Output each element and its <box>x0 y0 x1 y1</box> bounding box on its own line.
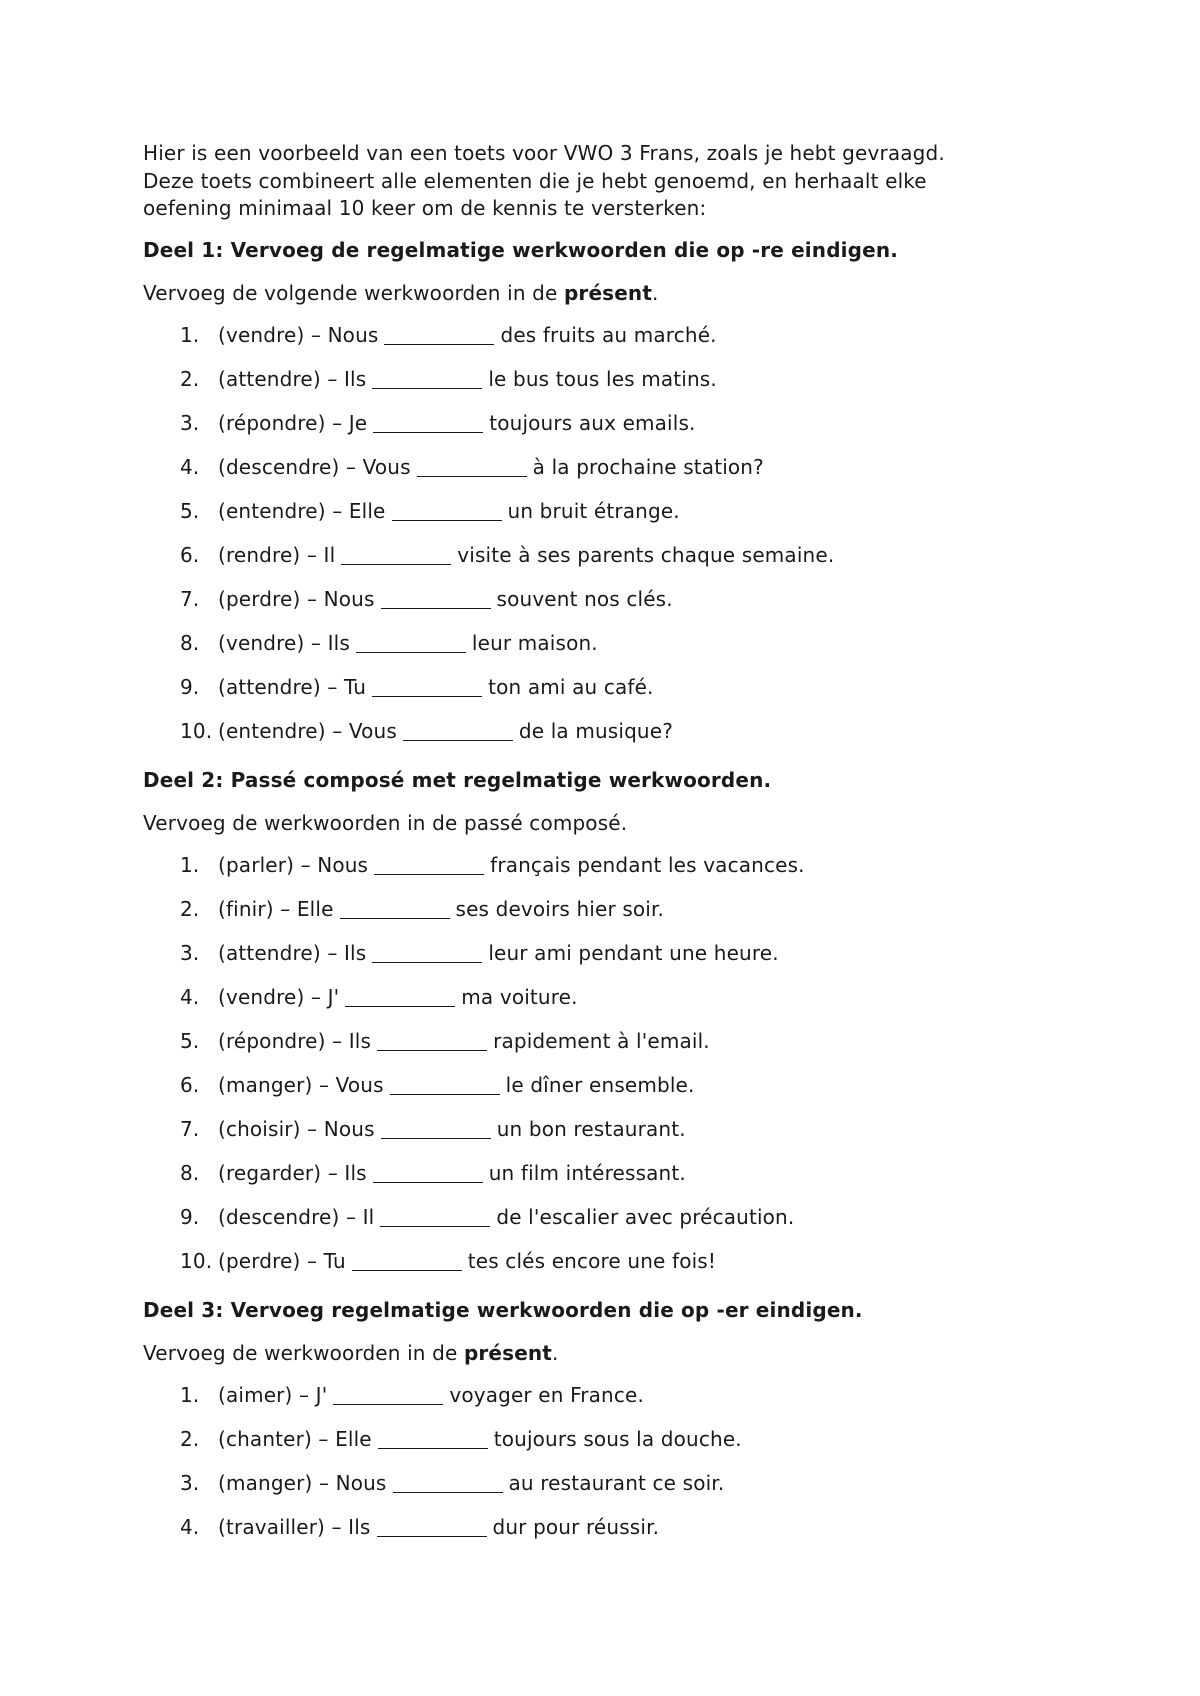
item-number: 3. <box>180 410 200 435</box>
instruction-tense: présent <box>463 1340 553 1365</box>
exercise-item <box>143 1373 1083 1417</box>
item-sentence-rest: un bon restaurant. <box>496 1116 686 1141</box>
item-prompt: (manger) – Vous <box>218 1072 384 1097</box>
item-prompt: (vendre) – Nous <box>218 322 379 347</box>
item-sentence-rest: ton ami au café. <box>488 674 654 699</box>
answer-blank[interactable] <box>372 674 482 697</box>
item-sentence-rest: le dîner ensemble. <box>505 1072 695 1097</box>
item-sentence-rest: au restaurant ce soir. <box>508 1470 725 1495</box>
answer-blank[interactable] <box>373 410 483 433</box>
item-prompt: (aimer) – J' <box>218 1382 328 1407</box>
item-sentence-rest: de la musique? <box>518 718 673 743</box>
item-sentence-rest: un bruit étrange. <box>507 498 680 523</box>
item-number: 1. <box>180 852 200 877</box>
exercise-item <box>143 533 1083 577</box>
answer-blank[interactable] <box>377 1514 487 1537</box>
instruction-text: Vervoeg de volgende werkwoorden in de <box>143 280 564 305</box>
intro-line: oefening minimaal 10 keer om de kennis te versterken: <box>143 196 707 220</box>
exercise-list <box>143 843 1083 1283</box>
item-prompt: (travailler) – Ils <box>218 1514 371 1539</box>
item-prompt: (répondre) – Je <box>218 410 368 435</box>
answer-blank[interactable] <box>390 1072 500 1095</box>
exercise-section <box>143 236 1083 753</box>
section-instruction <box>143 279 1083 307</box>
item-prompt: (manger) – Nous <box>218 1470 387 1495</box>
exercise-item <box>143 357 1083 401</box>
exercise-list <box>143 313 1083 753</box>
answer-blank[interactable] <box>356 630 466 653</box>
item-prompt: (vendre) – J' <box>218 984 340 1009</box>
intro-line: Deze toets combineert alle elementen die je hebt genoemd, en herhaalt elke <box>143 168 927 193</box>
section-instruction <box>143 1339 1083 1367</box>
item-sentence-rest: tes clés encore une fois! <box>467 1248 717 1273</box>
item-prompt: (descendre) – Il <box>218 1204 375 1229</box>
item-number: 4. <box>180 454 200 479</box>
item-sentence-rest: visite à ses parents chaque semaine. <box>457 542 835 567</box>
item-number: 5. <box>180 498 200 523</box>
answer-blank[interactable] <box>378 1426 488 1449</box>
answer-blank[interactable] <box>392 498 502 521</box>
item-prompt: (entendre) – Elle <box>218 498 386 523</box>
answer-blank[interactable] <box>341 542 451 565</box>
exercise-item <box>143 1461 1083 1505</box>
answer-blank[interactable] <box>381 586 491 609</box>
item-prompt: (regarder) – Ils <box>218 1160 367 1185</box>
exercise-item <box>143 577 1083 621</box>
item-sentence-rest: un film intéressant. <box>488 1160 686 1185</box>
answer-blank[interactable] <box>393 1470 503 1493</box>
exercise-item <box>143 1239 1083 1283</box>
item-prompt: (perdre) – Nous <box>218 586 375 611</box>
item-number: 6. <box>180 1072 200 1097</box>
item-prompt: (répondre) – Ils <box>218 1028 372 1053</box>
answer-blank[interactable] <box>381 1116 491 1139</box>
answer-blank[interactable] <box>380 1204 490 1227</box>
exercise-item <box>143 621 1083 665</box>
intro-paragraph <box>143 140 1083 223</box>
item-number: 2. <box>180 1426 200 1451</box>
exercise-item <box>143 401 1083 445</box>
answer-blank[interactable] <box>403 718 513 741</box>
instruction-text: Vervoeg de werkwoorden in de passé composé. <box>143 810 628 835</box>
item-number: 4. <box>180 984 200 1009</box>
item-sentence-rest: ses devoirs hier soir. <box>455 896 665 921</box>
item-prompt: (parler) – Nous <box>218 852 369 877</box>
exercise-item <box>143 445 1083 489</box>
item-sentence-rest: à la prochaine station? <box>532 454 764 479</box>
document-page <box>143 140 1083 1549</box>
exercise-item <box>143 931 1083 975</box>
answer-blank[interactable] <box>372 940 482 963</box>
exercise-item <box>143 887 1083 931</box>
section-instruction <box>143 809 1083 837</box>
item-sentence-rest: le bus tous les matins. <box>488 366 717 391</box>
item-number: 3. <box>180 1470 200 1495</box>
item-prompt: (entendre) – Vous <box>218 718 397 743</box>
answer-blank[interactable] <box>384 322 494 345</box>
item-sentence-rest: français pendant les vacances. <box>490 852 805 877</box>
exercise-item <box>143 313 1083 357</box>
item-prompt: (attendre) – Ils <box>218 940 367 965</box>
exercise-item <box>143 843 1083 887</box>
item-sentence-rest: toujours aux emails. <box>489 410 696 435</box>
item-sentence-rest: toujours sous la douche. <box>493 1426 742 1451</box>
item-number: 6. <box>180 542 200 567</box>
item-sentence-rest: ma voiture. <box>461 984 578 1009</box>
exercise-item <box>143 1151 1083 1195</box>
item-prompt: (rendre) – Il <box>218 542 336 567</box>
item-number: 5. <box>180 1028 200 1053</box>
item-sentence-rest: rapidement à l'email. <box>493 1028 710 1053</box>
item-number: 1. <box>180 1382 200 1407</box>
item-number: 3. <box>180 940 200 965</box>
item-number: 10. <box>180 718 213 743</box>
section-heading: Deel 1: Vervoeg de regelmatige werkwoorden die op -re eindigen. <box>143 237 898 262</box>
item-number: 9. <box>180 1204 200 1229</box>
item-sentence-rest: des fruits au marché. <box>500 322 717 347</box>
item-number: 7. <box>180 1116 200 1141</box>
item-number: 1. <box>180 322 200 347</box>
exercise-item <box>143 1195 1083 1239</box>
answer-blank[interactable] <box>373 1160 483 1183</box>
intro-line: Hier is een voorbeeld van een toets voor VWO 3 Frans, zoals je hebt gevraagd. <box>143 141 945 165</box>
item-prompt: (vendre) – Ils <box>218 630 350 655</box>
item-number: 9. <box>180 674 200 699</box>
exercise-item <box>143 1505 1083 1549</box>
answer-blank[interactable] <box>352 1248 462 1271</box>
exercise-item <box>143 1107 1083 1151</box>
item-prompt: (attendre) – Ils <box>218 366 367 391</box>
item-prompt: (chanter) – Elle <box>218 1426 372 1451</box>
item-sentence-rest: dur pour réussir. <box>492 1514 660 1539</box>
item-number: 8. <box>180 630 200 655</box>
item-sentence-rest: leur ami pendant une heure. <box>488 940 779 965</box>
answer-blank[interactable] <box>340 896 450 919</box>
item-sentence-rest: voyager en France. <box>449 1382 644 1407</box>
section-heading: Deel 3: Vervoeg regelmatige werkwoorden die op -er eindigen. <box>143 1297 863 1322</box>
answer-blank[interactable] <box>372 366 482 389</box>
section-heading: Deel 2: Passé composé met regelmatige werkwoorden. <box>143 767 772 792</box>
answer-blank[interactable] <box>417 454 527 477</box>
answer-blank[interactable] <box>345 984 455 1007</box>
exercise-list <box>143 1373 1083 1549</box>
item-number: 2. <box>180 896 200 921</box>
item-number: 2. <box>180 366 200 391</box>
instruction-end: . <box>652 280 659 305</box>
item-sentence-rest: leur maison. <box>471 630 598 655</box>
exercise-section <box>143 766 1083 1283</box>
exercise-sections <box>143 236 1083 1549</box>
answer-blank[interactable] <box>377 1028 487 1051</box>
instruction-text: Vervoeg de werkwoorden in de <box>143 1340 464 1365</box>
item-sentence-rest: de l'escalier avec précaution. <box>496 1204 795 1229</box>
exercise-item <box>143 489 1083 533</box>
item-prompt: (choisir) – Nous <box>218 1116 375 1141</box>
answer-blank[interactable] <box>374 852 484 875</box>
instruction-end: . <box>552 1340 559 1365</box>
exercise-section <box>143 1296 1083 1549</box>
exercise-item <box>143 1063 1083 1107</box>
exercise-item <box>143 665 1083 709</box>
answer-blank[interactable] <box>333 1382 443 1405</box>
item-prompt: (descendre) – Vous <box>218 454 411 479</box>
instruction-tense: présent <box>563 280 653 305</box>
item-prompt: (finir) – Elle <box>218 896 334 921</box>
item-number: 10. <box>180 1248 213 1273</box>
item-prompt: (perdre) – Tu <box>218 1248 346 1273</box>
exercise-item <box>143 709 1083 753</box>
item-number: 8. <box>180 1160 200 1185</box>
item-prompt: (attendre) – Tu <box>218 674 367 699</box>
item-sentence-rest: souvent nos clés. <box>496 586 673 611</box>
item-number: 4. <box>180 1514 200 1539</box>
exercise-item <box>143 1417 1083 1461</box>
item-number: 7. <box>180 586 200 611</box>
exercise-item <box>143 1019 1083 1063</box>
exercise-item <box>143 975 1083 1019</box>
